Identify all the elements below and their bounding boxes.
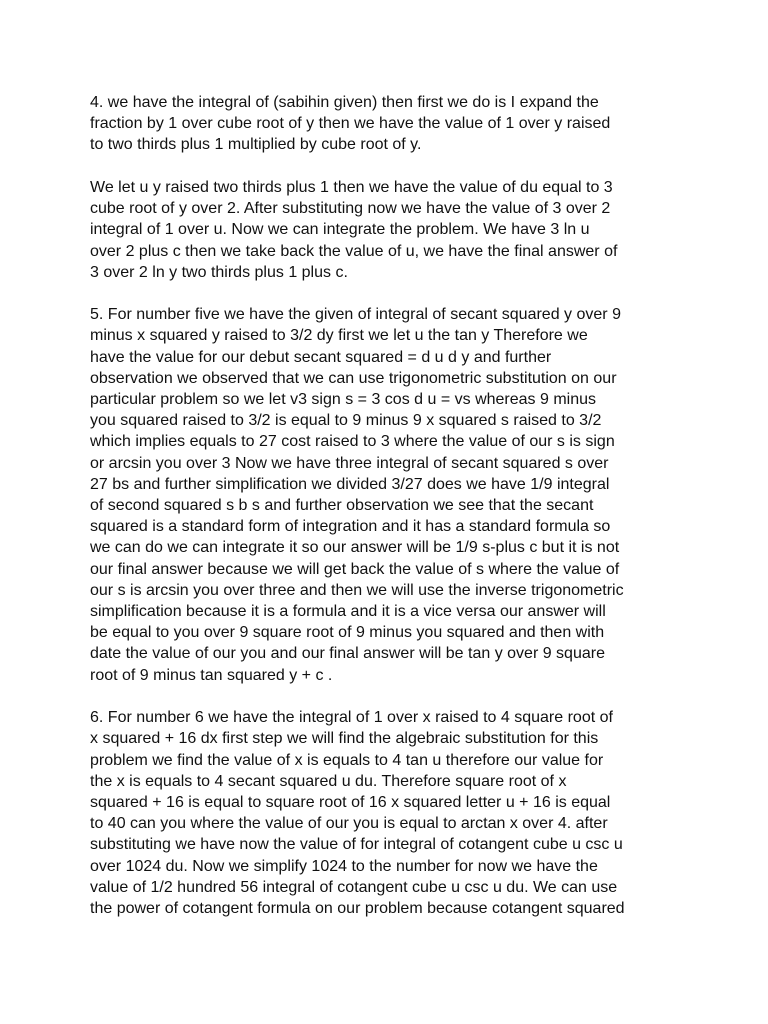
document-body — [90, 92, 690, 919]
paragraph-spacer — [90, 686, 690, 707]
paragraph-problem-5: 5. For number five we have the given of integral of secant squared y over 9 minus x squared y raised to 3/2 dy first we let u the tan y Therefore we have the value for our debut secant squared = d u d y and further observation we observed that we can use trigonometric substitution on our particular problem so we let v3 sign s = 3 cos d u = vs whereas 9 minus you squared raised to 3/2 is equal to 9 minus 9 x squared s raised to 3/2 which implies equals to 27 cost raised to 3 where the value of our s is sign or arcsin you over 3 Now we have three integral of secant squared s over 27 bs and further simplification we divided 3/27 does we have 1/9 integral of second squared s b s and further observation we see that the secant squared is a standard form of integration and it has a standard formula so we can do we can integrate it so our answer will be 1/9 s-plus c but it is not our final answer because we will get back the value of s where the value of our s is arcsin you over three and then we will use the inverse trigonometric simplification because it is a formula and it is a vice versa our answer will be equal to you over 9 square root of 9 minus you squared and then with date the value of our you and our final answer will be tan y over 9 square root of 9 minus tan squared y + c . — [90, 306, 624, 684]
paragraph-problem-4-solution: We let u y raised two thirds plus 1 then we have the value of du equal to 3 cube root of y over 2. After substituting now we have the value of 3 over 2 integral of 1 over u. Now we can integrate the problem. We have 3 ln u over 2 plus c then we take back the value of u, we have the final answer of 3 over 2 ln y two thirds plus 1 plus c. — [90, 178, 618, 281]
paragraph-spacer — [90, 156, 690, 177]
paragraph-problem-4: 4. we have the integral of (sabihin given) then first we do is I expand the fraction by 1 over cube root of y then we have the value of 1 over y raised to two thirds plus 1 multiplied by cube root of y. — [90, 94, 611, 154]
paragraph-spacer — [90, 283, 690, 304]
paragraph-problem-6: 6. For number 6 we have the integral of 1 over x raised to 4 square root of x squared + 16 dx first step we will find the algebraic substitution for this problem we find the value of x is equals to 4 tan u therefore our value for the x is equals to 4 secant squared u du. Therefore square root of x squared + 16 is equal to square root of 16 x squared letter u + 16 is equal to 40 can you where the value of our you is equal to arctan x over 4. after substituting we have now the value of for integral of cotangent cube u csc u over 1024 du. Now we simplify 1024 to the number for now we have the value of 1/2 hundred 56 integral of cotangent cube u csc u du. We can use the power of cotangent formula on our problem because cotangent squared — [90, 709, 625, 917]
